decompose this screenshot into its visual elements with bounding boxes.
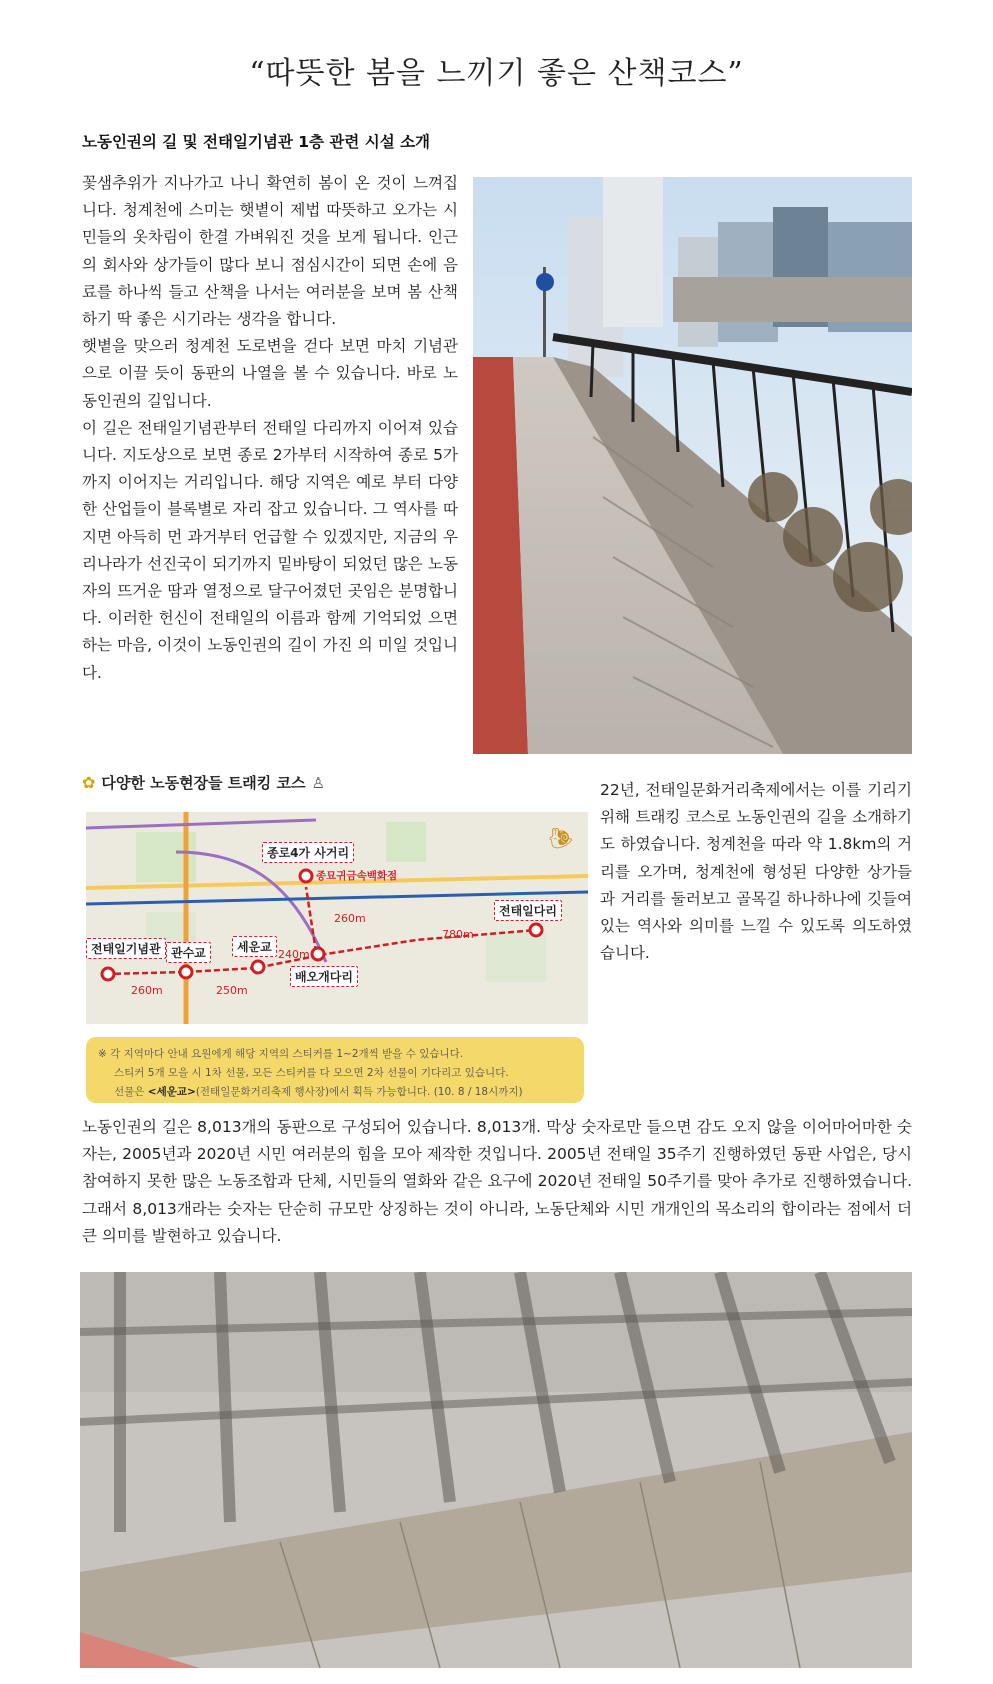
intro-paragraph-1: 꽃샘추위가 지나가고 나니 확연히 봄이 온 것이 느껴집니다. 청계천에 스미는 햇볕이 제법 따뜻하고 오가는 시민들의 옷차림이 한결 가벼워진 것을 보게 됩니다. 인근의 회사와 상가들이 많다 보니 점심시간이 되면 손에 음료를 하나씩 들고 산책을 나서는 여러분을 보며 봄 산책하기 딱 좋은 시기라는 생각을 합니다.	[82, 174, 458, 329]
notice-line: ※ 각 지역마다 안내 요원에게 해당 지역의 스티커를 1~2개씩 받을 수 있습니다.	[98, 1048, 464, 1060]
section-subtitle: 노동인권의 길 및 전태일기념관 1층 관련 시설 소개	[82, 133, 431, 151]
map-label-gwansu: 관수교	[166, 942, 211, 963]
map-label-jongno4: 종로4가 사거리	[262, 842, 354, 863]
flower-icon: ✿	[82, 773, 96, 792]
map-section-title	[82, 772, 325, 793]
festival-paragraph: 22년, 전태일문화거리축제에서는 이를 기리기 위해 트래킹 코스로 노동인권의 길을 소개하기도 하였습니다. 청계천을 따라 약 1.8km의 거리를 오가며, 청계천에 형성된 다양한 상가들과 거리를 둘러보고 골목길 하나하나에 깃들여 있는 역사와 의미를 느낄 수 있도록 의도하였습니다.	[600, 781, 912, 963]
tracking-course-map	[86, 812, 588, 1024]
notice-line: 스티커 5개 모을 시 1차 선물, 모든 스티커를 다 모으면 2차 선물이 기다리고 있습니다.	[114, 1067, 509, 1079]
map-label-jtbridge: 전태일다리	[494, 900, 562, 921]
intro-paragraph-3: 이 길은 전태일기념관부터 전태일 다리까지 이어져 있습니다. 지도상으로 보면 종로 2가부터 시작하여 종로 5가까지 이어지는 거리입니다. 해당 지역은 예로 부터 다양한 산업들이 블록별로 자리 잡고 있습니다. 그 역사를 따지면 아득히 먼 과거부터 언급할 수 있겠지만, 지금의 우리나라가 선진국이 되기까지 밑바탕이 되었던 많은 노동자의 뜨거운 땀과 열정으로 달구어졌던 곳임은 분명합니다. 이러한 헌신이 전태일의 이름과 함께 기억되었 으면 하는 마음, 이것이 노동인권의 길이 가진 의 미일 것입니다.	[82, 418, 458, 682]
snail-icon: 🐌︎	[548, 826, 574, 850]
hiker-icon: ♙	[311, 773, 325, 792]
map-label-store: 종묘귀금속백화점	[316, 870, 398, 882]
brass-plates-photo	[80, 1272, 912, 1668]
intro-text-block	[82, 170, 458, 687]
distance-label: 240m	[278, 948, 310, 961]
distance-label: 260m	[131, 984, 163, 997]
plates-paragraph: 노동인권의 길은 8,013개의 동판으로 구성되어 있습니다. 8,013개. 막상 숫자로만 들으면 감도 오지 않을 이어마어마한 숫자는, 2005년과 2020년 시민 여러분의 힘을 모아 제작한 것입니다. 2005년 전태일 35주기 진행하였던 동판 사업은, 당시 참여하지 못한 많은 노동조합과 단체, 시민들의 열화와 같은 요구에 2020년 전태일 50주기를 맞아 추가로 진행하였습니다. 그래서 8,013개라는 숫자는 단순히 규모만 상징하는 것이 아니라, 노동단체와 시민 개개인의 목소리의 합이라는 점에서 더 큰 의미를 발현하고 있습니다.	[82, 1118, 912, 1245]
distance-label: 780m	[442, 928, 474, 941]
sidewalk-photo	[473, 177, 912, 754]
page-title: “따뜻한 봄을 느끼기 좋은 산책코스”	[249, 56, 744, 91]
distance-label: 250m	[216, 984, 248, 997]
map-label-memorial: 전태일기념관	[86, 938, 166, 959]
notice-line	[114, 1084, 523, 1099]
map-label-baeogae: 배오개다리	[290, 966, 358, 987]
notice-highlight: <세운교>	[147, 1086, 196, 1098]
map-title-text: 다양한 노동현장들 트래킹 코스	[101, 774, 306, 792]
distance-label: 260m	[334, 912, 366, 925]
map-label-seun: 세운교	[232, 936, 277, 957]
notice-suffix: (전태일문화거리축제 행사장)에서 획득 가능합니다. (10. 8 / 18시까지)	[195, 1086, 523, 1098]
notice-prefix: 선물은	[114, 1086, 148, 1098]
intro-paragraph-2: 햇볕을 맞으러 청계천 도로변을 걷다 보면 마치 기념관으로 이끌 듯이 동판의 나열을 볼 수 있습니다. 바로 노동인권의 길입니다.	[82, 337, 458, 410]
notice-box	[86, 1037, 584, 1103]
